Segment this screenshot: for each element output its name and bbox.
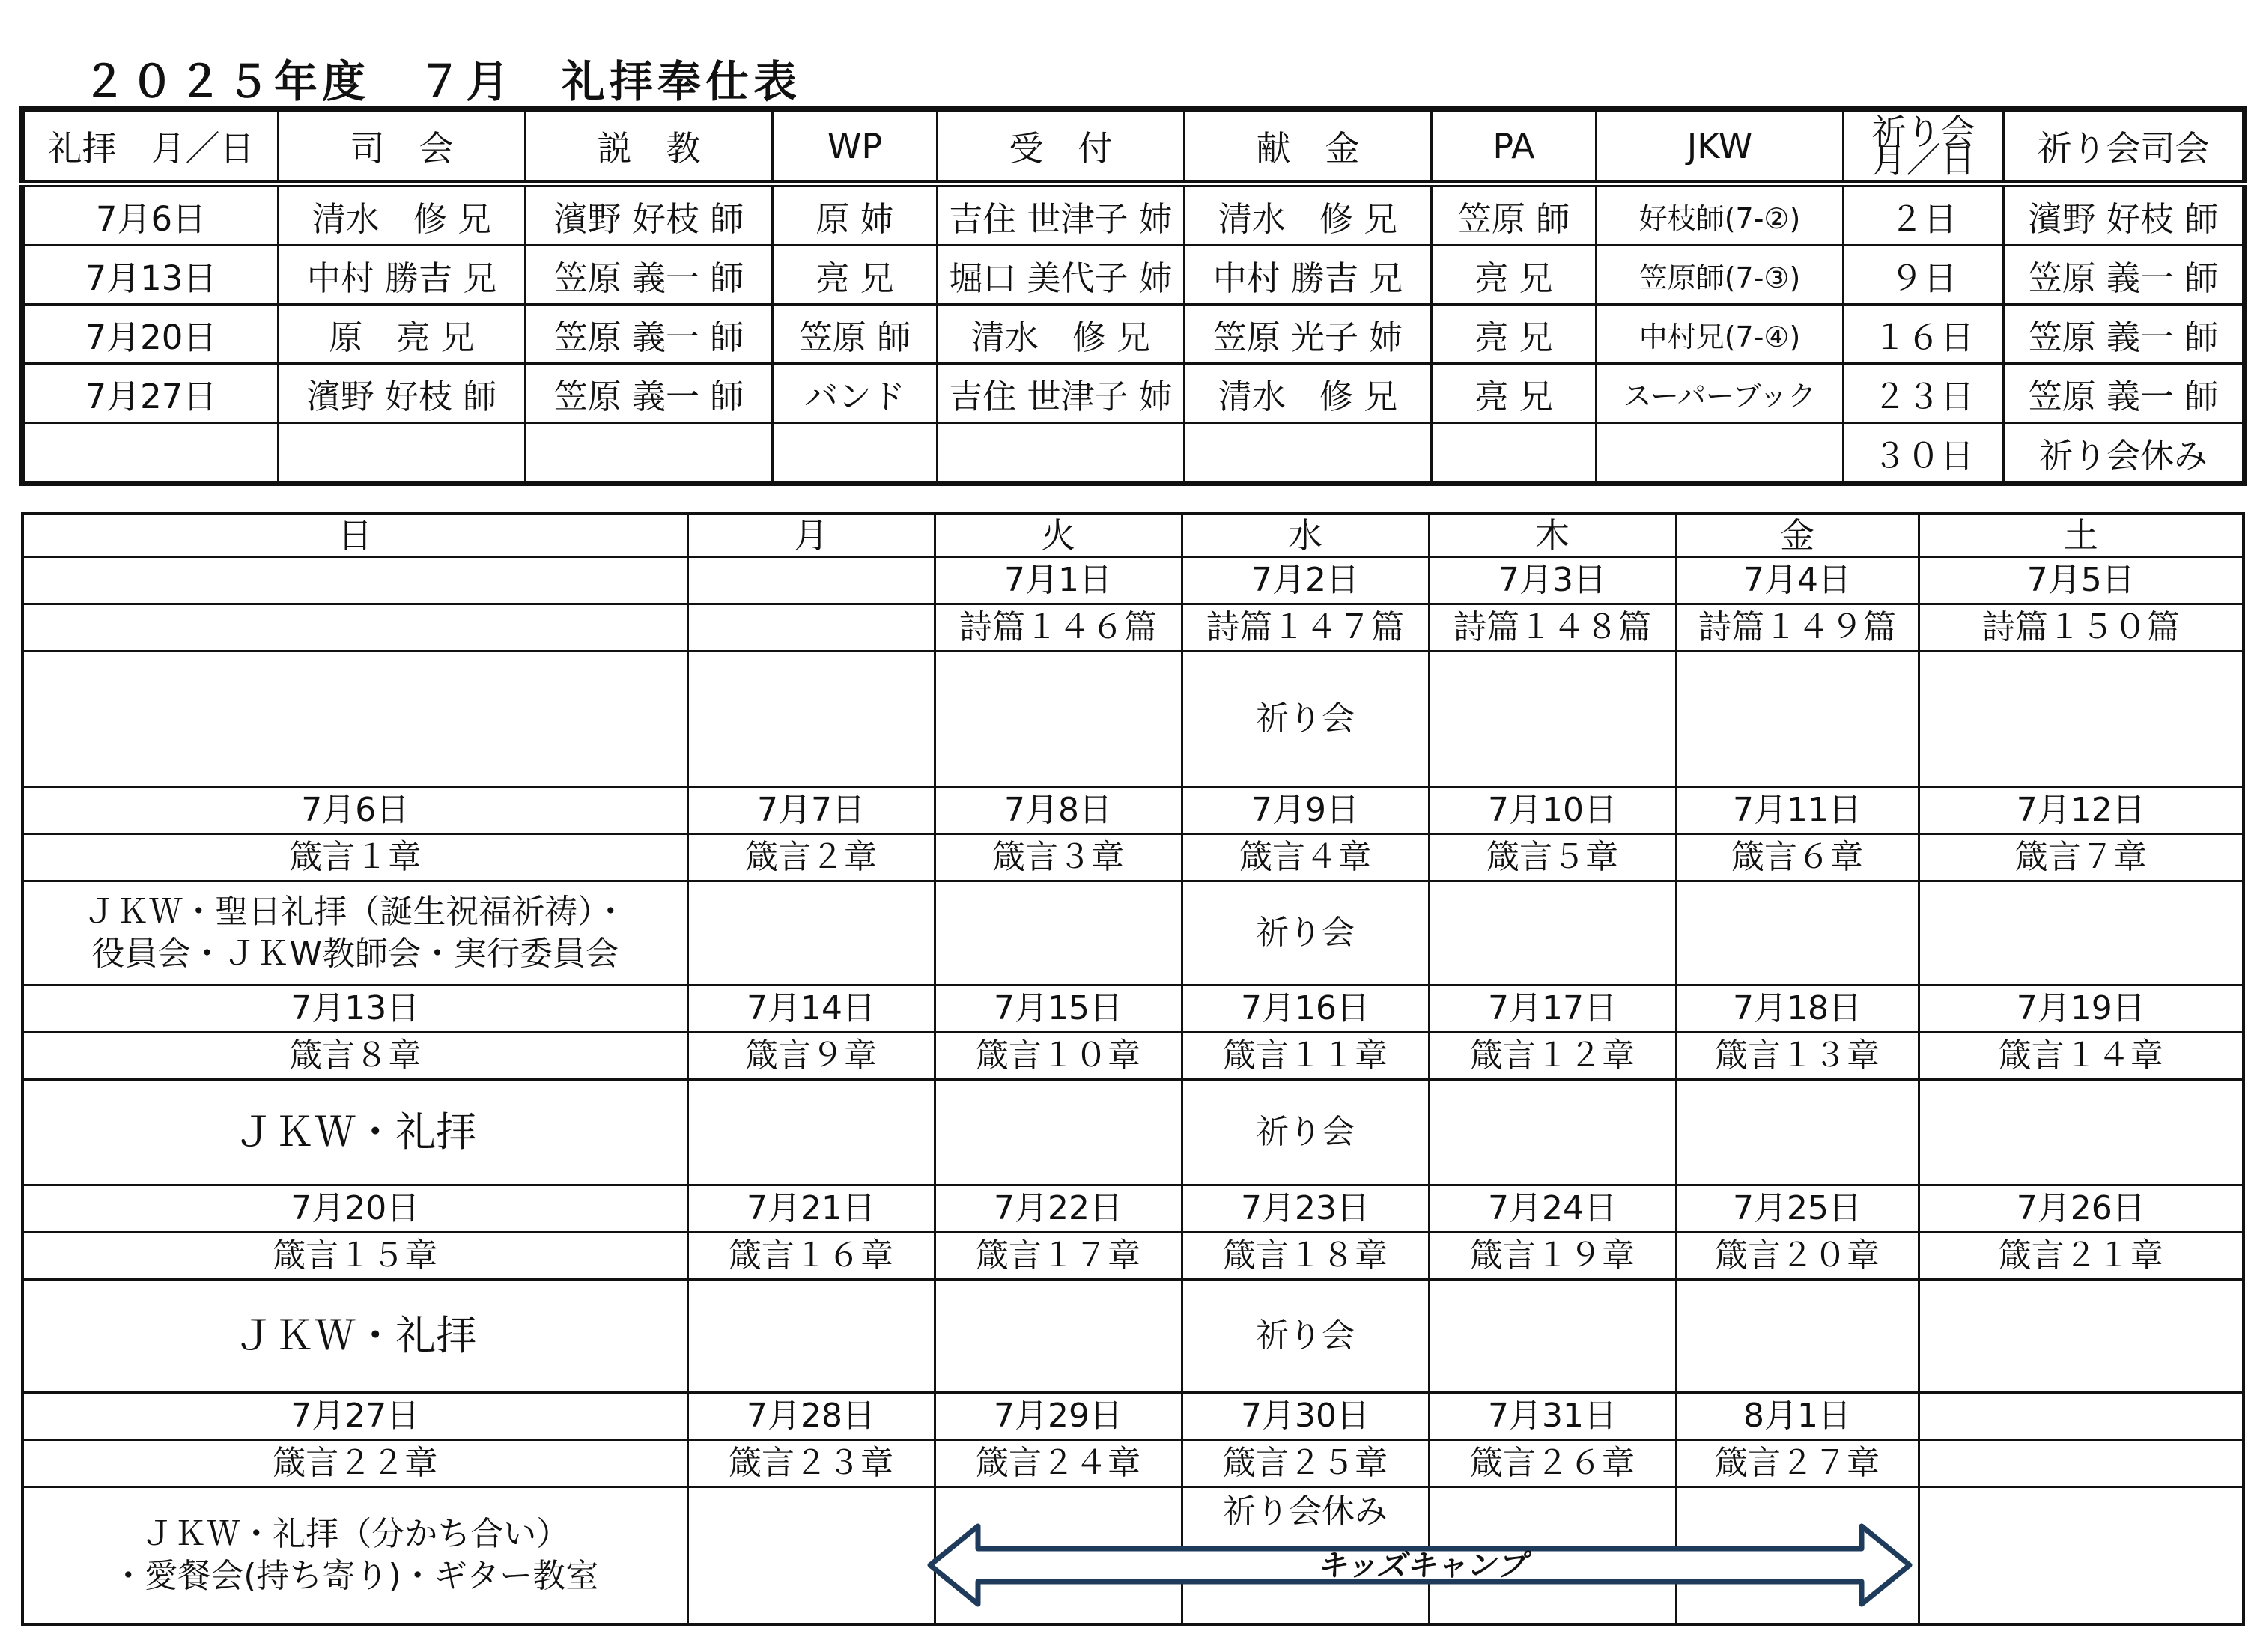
calendar-event-row <box>22 652 2244 787</box>
calendar-event <box>1676 652 1919 787</box>
duty-header-cell: 祈り会 月／日 <box>1844 109 2004 184</box>
duty-cell: 清水 修 兄 <box>279 184 526 246</box>
calendar-date: 7月5日 <box>1919 557 2244 604</box>
duty-cell: 笠原 義一 師 <box>526 305 773 364</box>
duty-cell: スーパーブック <box>1597 364 1844 423</box>
duty-cell: 亮 兄 <box>1432 246 1597 305</box>
duty-cell: 7月13日 <box>22 246 279 305</box>
calendar-reading-row <box>22 1033 2244 1080</box>
calendar-event <box>935 1280 1182 1393</box>
bible-reading <box>22 604 687 652</box>
calendar-date: 7月26日 <box>1919 1185 2244 1233</box>
duty-cell: 笠原 光子 姉 <box>1185 305 1432 364</box>
duty-header-cell: 献 金 <box>1185 109 1432 184</box>
calendar-date: 7月30日 <box>1182 1393 1429 1440</box>
bible-reading: 箴言９章 <box>687 1033 935 1080</box>
calendar-event <box>687 1080 935 1185</box>
duty-cell: 7月27日 <box>22 364 279 423</box>
calendar-date-row <box>22 1393 2244 1440</box>
duty-cell: 濱野 好枝 師 <box>526 184 773 246</box>
calendar-date: 7月19日 <box>1919 986 2244 1033</box>
duty-header-cell: JKW <box>1597 109 1844 184</box>
calendar-date: 7月6日 <box>22 787 687 834</box>
bible-reading: 箴言１０章 <box>935 1033 1182 1080</box>
calendar-event <box>1676 1080 1919 1185</box>
bible-reading: 詩篇１４８篇 <box>1429 604 1676 652</box>
duty-cell: 中村 勝吉 兄 <box>279 246 526 305</box>
duty-cell: 笠原師(7-③) <box>1597 246 1844 305</box>
calendar-event: ＪＫＷ・聖日礼拝（誕生祝福祈祷）・ 役員会・ＪＫW教師会・実行委員会 <box>22 881 687 986</box>
bible-reading: 箴言８章 <box>22 1033 687 1080</box>
bible-reading: 箴言２７章 <box>1676 1440 1919 1487</box>
duty-cell: 清水 修 兄 <box>1185 364 1432 423</box>
bible-reading: 箴言６章 <box>1676 834 1919 881</box>
duty-cell: 亮 兄 <box>773 246 938 305</box>
duty-cell: 濱野 好枝 師 <box>279 364 526 423</box>
duty-cell: 亮 兄 <box>1432 305 1597 364</box>
duty-cell: 吉住 世津子 姉 <box>938 364 1185 423</box>
calendar-event: ＪＫＷ・礼拝 <box>22 1280 687 1393</box>
bible-reading: 詩篇１４９篇 <box>1676 604 1919 652</box>
calendar-event <box>687 652 935 787</box>
duty-cell: 堀口 美代子 姉 <box>938 246 1185 305</box>
calendar-date-row <box>22 986 2244 1033</box>
weekday-header: 金 <box>1676 514 1919 557</box>
calendar-event: ＪＫＷ・礼拝（分かち合い） ・愛餐会(持ち寄り)・ギター教室 <box>22 1487 687 1625</box>
calendar-reading-row <box>22 1233 2244 1280</box>
calendar-reading-row <box>22 604 2244 652</box>
duty-cell: 祈り会休み <box>2004 423 2245 484</box>
calendar-event <box>1429 881 1676 986</box>
duty-cell: 原 姉 <box>773 184 938 246</box>
calendar-date-row <box>22 787 2244 834</box>
calendar-event <box>1429 652 1676 787</box>
calendar-reading-row <box>22 1440 2244 1487</box>
duty-cell: 中村 勝吉 兄 <box>1185 246 1432 305</box>
duty-header-cell: 司 会 <box>279 109 526 184</box>
calendar-date: 7月11日 <box>1676 787 1919 834</box>
calendar-date: 8月1日 <box>1676 1393 1919 1440</box>
duty-cell: ２３日 <box>1844 364 2004 423</box>
calendar-date: 7月7日 <box>687 787 935 834</box>
duty-cell: 笠原 義一 師 <box>2004 305 2245 364</box>
calendar-date: 7月23日 <box>1182 1185 1429 1233</box>
calendar-date: 7月20日 <box>22 1185 687 1233</box>
page-title: ２０２５年度 ７月 礼拝奉仕表 <box>82 56 802 107</box>
calendar-event <box>935 881 1182 986</box>
duty-row <box>22 364 2245 423</box>
duty-cell: 濱野 好枝 師 <box>2004 184 2245 246</box>
calendar-date: 7月25日 <box>1676 1185 1919 1233</box>
bible-reading: 箴言１８章 <box>1182 1233 1429 1280</box>
weekday-header: 月 <box>687 514 935 557</box>
calendar-date-row <box>22 1185 2244 1233</box>
weekday-header: 火 <box>935 514 1182 557</box>
kids-camp-arrow <box>927 1523 1913 1607</box>
calendar-event <box>1919 1080 2244 1185</box>
duty-cell: 7月6日 <box>22 184 279 246</box>
duty-header-row <box>22 109 2245 184</box>
duty-row <box>22 184 2245 246</box>
calendar-date <box>22 557 687 604</box>
calendar-event <box>687 881 935 986</box>
duty-cell <box>1185 423 1432 484</box>
bible-reading: 箴言２２章 <box>22 1440 687 1487</box>
duty-header-cell: 受 付 <box>938 109 1185 184</box>
bible-reading: 詩篇１５０篇 <box>1919 604 2244 652</box>
bible-reading: 箴言７章 <box>1919 834 2244 881</box>
calendar-event <box>935 1080 1182 1185</box>
calendar-event-row <box>22 1280 2244 1393</box>
duty-header-cell: PA <box>1432 109 1597 184</box>
duty-cell: 笠原 義一 師 <box>526 246 773 305</box>
bible-reading: 箴言１１章 <box>1182 1033 1429 1080</box>
duty-cell: １６日 <box>1844 305 2004 364</box>
bible-reading: 箴言２６章 <box>1429 1440 1676 1487</box>
duty-row <box>22 246 2245 305</box>
calendar-date: 7月24日 <box>1429 1185 1676 1233</box>
weekday-header: 木 <box>1429 514 1676 557</box>
calendar-date: 7月21日 <box>687 1185 935 1233</box>
bible-reading: 箴言１７章 <box>935 1233 1182 1280</box>
calendar-event <box>1676 1280 1919 1393</box>
calendar-date-row <box>22 557 2244 604</box>
duty-cell: 笠原 義一 師 <box>2004 246 2245 305</box>
calendar-date: 7月2日 <box>1182 557 1429 604</box>
duty-cell: 7月20日 <box>22 305 279 364</box>
duty-header-cell: 礼拝 月／日 <box>22 109 279 184</box>
bible-reading: 箴言３章 <box>935 834 1182 881</box>
bible-reading <box>687 604 935 652</box>
duty-cell: ９日 <box>1844 246 2004 305</box>
monthly-calendar <box>21 512 2245 1626</box>
duty-cell <box>1597 423 1844 484</box>
calendar-date: 7月18日 <box>1676 986 1919 1033</box>
calendar-event-row <box>22 881 2244 986</box>
bible-reading: 箴言５章 <box>1429 834 1676 881</box>
calendar-date: 7月28日 <box>687 1393 935 1440</box>
calendar-date: 7月17日 <box>1429 986 1676 1033</box>
duty-cell: ２日 <box>1844 184 2004 246</box>
bible-reading: 箴言２５章 <box>1182 1440 1429 1487</box>
duty-cell <box>1432 423 1597 484</box>
duty-row <box>22 305 2245 364</box>
duty-cell: ３０日 <box>1844 423 2004 484</box>
calendar-event-row <box>22 1080 2244 1185</box>
bible-reading: 箴言２０章 <box>1676 1233 1919 1280</box>
weekday-header: 水 <box>1182 514 1429 557</box>
bible-reading: 箴言１章 <box>22 834 687 881</box>
calendar-date: 7月29日 <box>935 1393 1182 1440</box>
calendar-event <box>687 1280 935 1393</box>
duty-cell <box>938 423 1185 484</box>
duty-cell <box>22 423 279 484</box>
calendar-event: ＪＫＷ・礼拝 <box>22 1080 687 1185</box>
calendar-date <box>1919 1393 2244 1440</box>
duty-header-cell: WP <box>773 109 938 184</box>
bible-reading: 箴言２４章 <box>935 1440 1182 1487</box>
duty-cell: 笠原 師 <box>1432 184 1597 246</box>
bible-reading: 箴言４章 <box>1182 834 1429 881</box>
calendar-event <box>1429 1080 1676 1185</box>
bible-reading <box>1919 1440 2244 1487</box>
calendar-date: 7月15日 <box>935 986 1182 1033</box>
bible-reading: 箴言２１章 <box>1919 1233 2244 1280</box>
bible-reading: 箴言１４章 <box>1919 1033 2244 1080</box>
bible-reading: 箴言１５章 <box>22 1233 687 1280</box>
calendar-event <box>1676 881 1919 986</box>
calendar-date: 7月14日 <box>687 986 935 1033</box>
duty-cell: 亮 兄 <box>1432 364 1597 423</box>
calendar-date: 7月12日 <box>1919 787 2244 834</box>
duty-cell: 笠原 義一 師 <box>526 364 773 423</box>
calendar-date: 7月27日 <box>22 1393 687 1440</box>
calendar-event <box>1429 1280 1676 1393</box>
bible-reading: 箴言１２章 <box>1429 1033 1676 1080</box>
calendar-event <box>687 1487 935 1625</box>
bible-reading: 箴言２３章 <box>687 1440 935 1487</box>
duty-cell: 原 亮 兄 <box>279 305 526 364</box>
calendar-event: 祈り会 <box>1182 1080 1429 1185</box>
duty-cell: 好枝師(7-②) <box>1597 184 1844 246</box>
weekday-header-row <box>22 514 2244 557</box>
calendar-event <box>1919 1487 2244 1625</box>
calendar-date: 7月4日 <box>1676 557 1919 604</box>
duty-cell <box>279 423 526 484</box>
duty-header-cell: 説 教 <box>526 109 773 184</box>
duty-cell: 清水 修 兄 <box>938 305 1185 364</box>
bible-reading: 箴言１９章 <box>1429 1233 1676 1280</box>
calendar-event <box>1919 881 2244 986</box>
calendar-date: 7月16日 <box>1182 986 1429 1033</box>
duty-row <box>22 423 2245 484</box>
calendar-date: 7月10日 <box>1429 787 1676 834</box>
kids-camp-label: キッズキャンプ <box>1316 1549 1526 1583</box>
duty-cell: バンド <box>773 364 938 423</box>
duty-cell: 笠原 義一 師 <box>2004 364 2245 423</box>
bible-reading: 詩篇１４６篇 <box>935 604 1182 652</box>
calendar-event <box>935 652 1182 787</box>
calendar-event: 祈り会 <box>1182 1280 1429 1393</box>
calendar-date: 7月22日 <box>935 1185 1182 1233</box>
duty-cell: 吉住 世津子 姉 <box>938 184 1185 246</box>
calendar-event: 祈り会休み <box>1182 1487 1429 1625</box>
calendar-date: 7月3日 <box>1429 557 1676 604</box>
calendar-event: 祈り会 <box>1182 881 1429 986</box>
bible-reading: 詩篇１４７篇 <box>1182 604 1429 652</box>
duty-roster-table <box>19 106 2247 486</box>
duty-header-cell: 祈り会司会 <box>2004 109 2245 184</box>
calendar-event: 祈り会 <box>1182 652 1429 787</box>
calendar-date: 7月9日 <box>1182 787 1429 834</box>
calendar-date <box>687 557 935 604</box>
duty-cell: 笠原 師 <box>773 305 938 364</box>
calendar-event <box>1919 652 2244 787</box>
calendar-date: 7月31日 <box>1429 1393 1676 1440</box>
weekday-header: 土 <box>1919 514 2244 557</box>
bible-reading: 箴言１６章 <box>687 1233 935 1280</box>
calendar-event <box>1919 1280 2244 1393</box>
duty-cell <box>773 423 938 484</box>
duty-cell: 清水 修 兄 <box>1185 184 1432 246</box>
duty-cell <box>526 423 773 484</box>
calendar-date: 7月13日 <box>22 986 687 1033</box>
calendar-event <box>22 652 687 787</box>
calendar-date: 7月1日 <box>935 557 1182 604</box>
duty-cell: 中村兄(7-④) <box>1597 305 1844 364</box>
calendar-reading-row <box>22 834 2244 881</box>
bible-reading: 箴言２章 <box>687 834 935 881</box>
bible-reading: 箴言１３章 <box>1676 1033 1919 1080</box>
weekday-header: 日 <box>22 514 687 557</box>
calendar-date: 7月8日 <box>935 787 1182 834</box>
